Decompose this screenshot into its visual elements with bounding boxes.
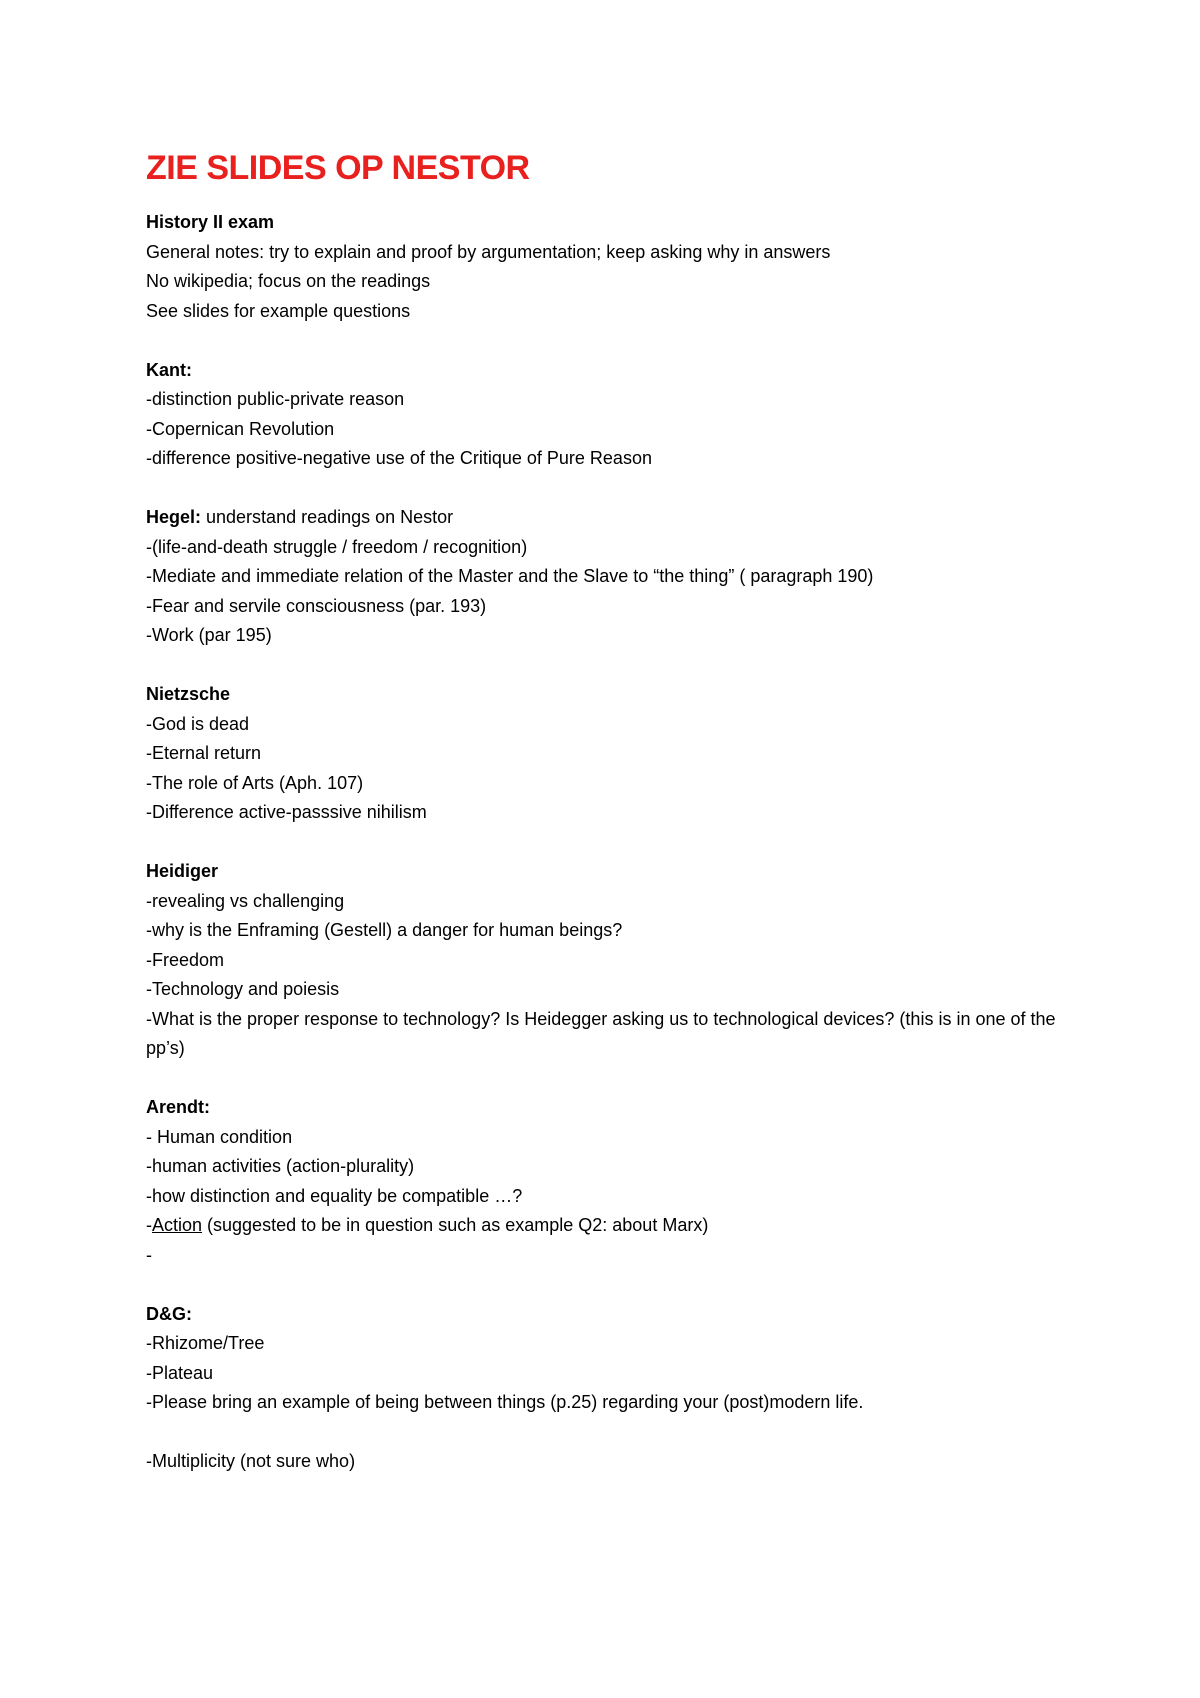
arendt-action-line: [146, 1211, 1086, 1241]
dg-item: -Rhizome/Tree: [146, 1333, 265, 1353]
kant-item: -Copernican Revolution: [146, 418, 335, 439]
spacer: [146, 1418, 1086, 1448]
spacer: [146, 828, 1086, 858]
heidiger-item: -Technology and poiesis: [146, 979, 340, 999]
heidiger-item: -Freedom: [146, 949, 225, 970]
arendt-item: -human activities (action-plurality): [146, 1156, 415, 1176]
hegel-item: -Work (par 195): [146, 625, 272, 645]
hegel-item: -Mediate and immediate relation of the Master and the Slave to “the thing” ( paragraph 190): [146, 566, 874, 586]
nietzsche-item: -Difference active-passsive nihilism: [146, 802, 427, 822]
spacer: [146, 651, 1086, 681]
hegel-heading-rest: understand readings on Nestor: [201, 507, 454, 527]
nietzsche-item: -Eternal return: [146, 743, 262, 763]
arendt-heading: Arendt:: [146, 1097, 210, 1117]
dg-item: -Please bring an example of being between things (p.25) regarding your (post)modern life.: [146, 1392, 864, 1412]
spacer: [146, 1064, 1086, 1094]
hegel-item: -(life-and-death struggle / freedom / recognition): [146, 536, 528, 557]
heidiger-item: -What is the proper response to technology? Is Heidegger asking us to technological devices? (this is in one of the pp’s): [146, 1008, 1061, 1058]
kant-item: -distinction public-private reason: [146, 389, 405, 409]
dg-item: -Multiplicity (not sure who): [146, 1451, 356, 1471]
heidiger-heading: Heidiger: [146, 861, 219, 881]
intro-heading: History II exam: [146, 212, 275, 232]
spacer: [146, 326, 1086, 356]
dg-item: -Plateau: [146, 1362, 214, 1383]
hegel-item: -Fear and servile consciousness (par. 193): [146, 595, 487, 616]
arendt-action-prefix: -: [146, 1215, 152, 1235]
intro-line: No wikipedia; focus on the readings: [146, 271, 431, 291]
intro-line: General notes: try to explain and proof by argumentation; keep asking why in answers: [146, 241, 831, 262]
spacer: [146, 1270, 1086, 1300]
heidiger-item: -why is the Enframing (Gestell) a danger for human beings?: [146, 920, 623, 940]
document-title: ZIE SLIDES OP NESTOR: [146, 149, 530, 187]
kant-item: -difference positive-negative use of the Critique of Pure Reason: [146, 448, 652, 468]
nietzsche-item: -The role of Arts (Aph. 107): [146, 772, 364, 793]
nietzsche-item: -God is dead: [146, 713, 250, 734]
arendt-trailing-dash: -: [146, 1244, 152, 1265]
arendt-item: -how distinction and equality be compatible …?: [146, 1185, 523, 1206]
kant-heading: Kant:: [146, 359, 192, 380]
dg-heading: D&G:: [146, 1303, 192, 1324]
arendt-action-word: Action: [152, 1215, 203, 1235]
spacer: [146, 474, 1086, 504]
nietzsche-heading: Nietzsche: [146, 684, 231, 704]
hegel-heading: Hegel:: [146, 507, 202, 527]
intro-line: See slides for example questions: [146, 300, 411, 321]
arendt-action-rest: (suggested to be in question such as example Q2: about Marx): [202, 1215, 709, 1235]
document-page: [146, 148, 1086, 1477]
heidiger-item: -revealing vs challenging: [146, 890, 345, 911]
arendt-item: - Human condition: [146, 1126, 293, 1147]
hegel-heading-line: [146, 503, 1086, 533]
